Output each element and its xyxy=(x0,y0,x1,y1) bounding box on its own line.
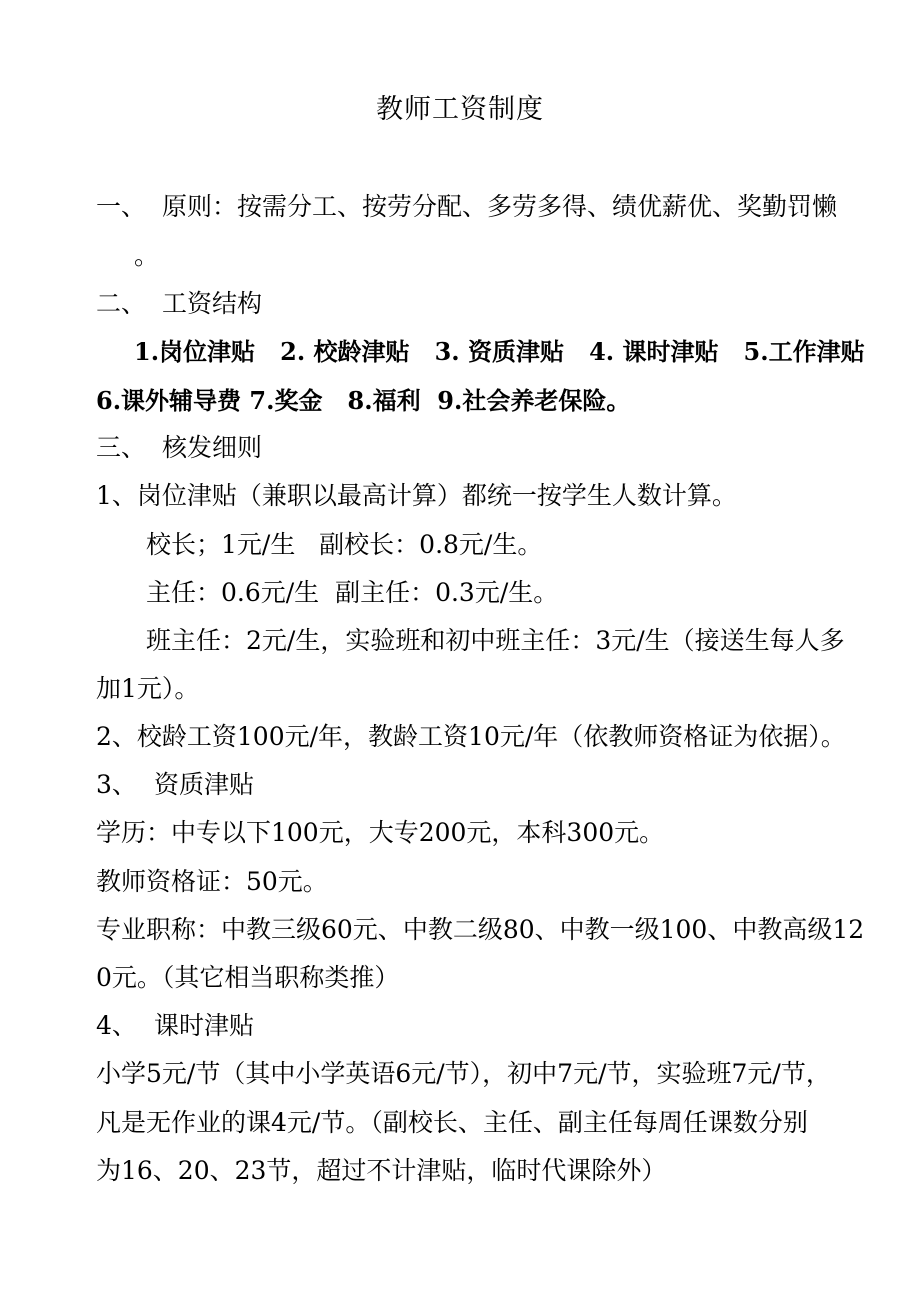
section-2-heading: 工资结构 xyxy=(162,289,263,318)
rule-1-class-teacher-cont: 加1元）。 xyxy=(96,674,200,703)
wage-structure-items-line-1: 1.岗位津贴 2. 校龄津贴 3. 资质津贴 4. 课时津贴 5.工作津贴 xyxy=(134,337,865,366)
rule-3-certificate: 教师资格证：50元。 xyxy=(96,867,328,896)
rule-1-principal: 校长；1元/生 副校长：0.8元/生。 xyxy=(146,530,543,559)
section-3-marker: 三、 xyxy=(96,433,147,462)
rule-1-director: 主任：0.6元/生 副主任：0.3元/生。 xyxy=(146,578,559,607)
rule-4-rates-line-2: 凡是无作业的课4元/节。（副校长、主任、副主任每周任课数分别 xyxy=(96,1108,808,1137)
document-title: 教师工资制度 xyxy=(376,94,544,125)
rule-3-heading: 资质津贴 xyxy=(154,770,255,799)
section-1-marker: 一、 xyxy=(96,192,147,221)
rule-1-title: 1、岗位津贴（兼职以最高计算）都统一按学生人数计算。 xyxy=(96,481,737,510)
rule-3-title-rank-cont: 0元。（其它相当职称类推） xyxy=(96,963,400,992)
rule-3-marker: 3、 xyxy=(96,770,137,799)
section-3-heading: 核发细则 xyxy=(162,433,263,462)
rule-2-seniority: 2、校龄工资100元/年，教龄工资10元/年（依教师资格证为依据）。 xyxy=(96,722,846,751)
section-1-text-cont: 。 xyxy=(134,241,160,270)
rule-3-education: 学历：中专以下100元，大专200元，本科300元。 xyxy=(96,818,665,847)
rule-4-rates-line-3: 为16、20、23节，超过不计津贴，临时代课除外） xyxy=(96,1156,667,1185)
rule-4-heading: 课时津贴 xyxy=(154,1011,255,1040)
rule-1-class-teacher: 班主任：2元/生，实验班和初中班主任：3元/生（接送生每人多 xyxy=(146,626,845,655)
wage-structure-items-line-2: 6.课外辅导费 7.奖金 8.福利 9.社会养老保险。 xyxy=(96,386,631,415)
rule-4-rates-line-1: 小学5元/节（其中小学英语6元/节），初中7元/节，实验班7元/节， xyxy=(96,1059,831,1088)
section-1-text: 原则：按需分工、按劳分配、多劳多得、绩优薪优、奖勤罚懒 xyxy=(162,192,838,221)
rule-3-title-rank: 专业职称：中教三级60元、中教二级80、中教一级100、中教高级12 xyxy=(96,915,865,944)
rule-4-marker: 4、 xyxy=(96,1011,137,1040)
section-2-marker: 二、 xyxy=(96,289,147,318)
